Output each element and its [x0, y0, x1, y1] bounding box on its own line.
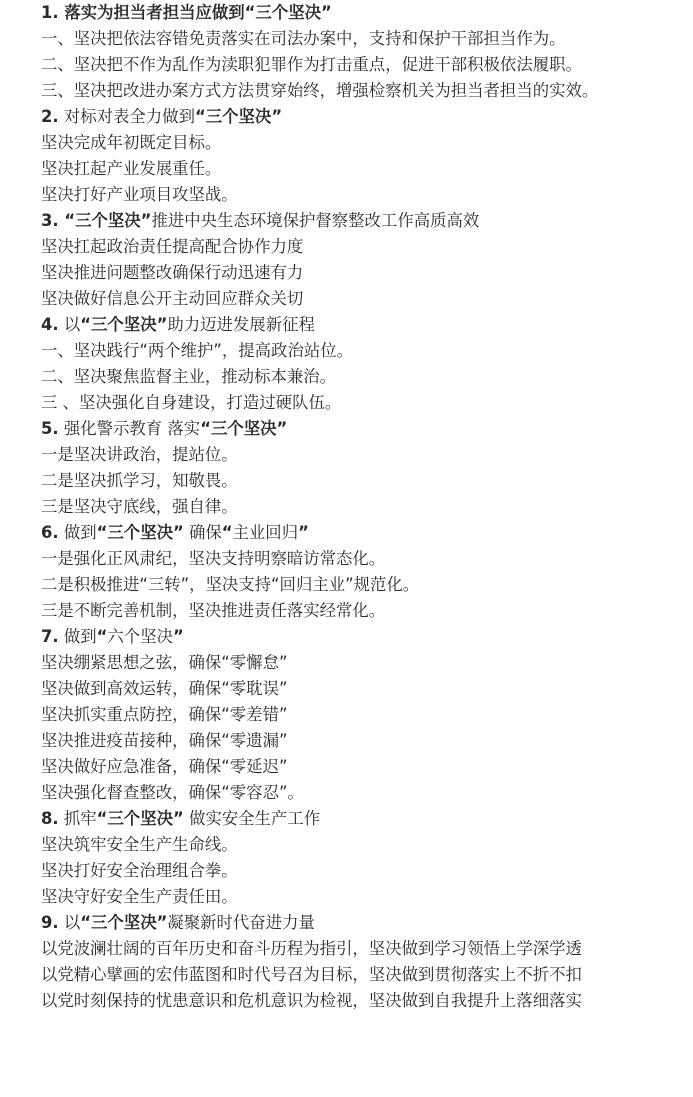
- paragraph-line: 坚决做好应急准备，确保“零延迟”: [41, 757, 288, 776]
- heading-text: 做实安全生产工作: [183, 809, 321, 828]
- section-heading: [0, 520, 693, 546]
- heading-text: “三个坚决”: [244, 3, 332, 22]
- heading-text: 主业回归: [232, 523, 299, 542]
- paragraph-line: 三、坚决把改进办案方式方法贯穿始终，增强检察机关为担当者担当的实效。: [41, 81, 599, 100]
- paragraph-line: 坚决打好安全治理组合拳。: [41, 861, 238, 880]
- section-heading: [0, 910, 693, 936]
- heading-text: 抓牢: [58, 809, 97, 828]
- heading-text: 以: [58, 315, 81, 334]
- paragraph-line: 坚决抓实重点防控，确保“零差错”: [41, 705, 288, 724]
- heading-text: “三个坚决”: [96, 523, 184, 542]
- heading-text: 做到: [58, 523, 97, 542]
- heading-text: 以: [58, 913, 81, 932]
- section-number: 2.: [41, 107, 59, 126]
- section-number: 9.: [41, 913, 59, 932]
- heading-text: “三个坚决”: [80, 315, 168, 334]
- paragraph-line: 坚决绷紧思想之弦，确保“零懈怠”: [41, 653, 288, 672]
- heading-text: 凝聚新时代奋进力量: [167, 913, 315, 932]
- heading-text: 助力迈进发展新征程: [167, 315, 315, 334]
- paragraph-line: 坚决扛起产业发展重任。: [41, 159, 222, 178]
- paragraph-line: 坚决守好安全生产责任田。: [41, 887, 238, 906]
- paragraph-line: 一、坚决把依法容错免责落实在司法办案中，支持和保护干部担当作为。: [41, 29, 566, 48]
- heading-text: “三个坚决”: [58, 211, 152, 230]
- paragraph-line: 坚决做好信息公开主动回应群众关切: [41, 289, 304, 308]
- paragraph-line: 坚决推进问题整改确保行动迅速有力: [41, 263, 304, 282]
- paragraph-line: 坚决扛起政治责任提高配合协作力度: [41, 237, 304, 256]
- section-number: 8.: [41, 809, 59, 828]
- heading-text: “三个坚决”: [80, 913, 168, 932]
- section-heading: [0, 624, 693, 650]
- paragraph-line: 三是不断完善机制，坚决推进责任落实经常化。: [41, 601, 386, 620]
- heading-text: “三个坚决”: [200, 419, 288, 438]
- section-number: 4.: [41, 315, 59, 334]
- heading-text: “: [96, 627, 108, 646]
- paragraph-line: 以党精心擘画的宏伟蓝图和时代号召为目标，坚决做到贯彻落实上不折不扣: [41, 965, 582, 984]
- heading-text: “: [221, 523, 233, 542]
- heading-text: 对标对表全力做到: [58, 107, 195, 126]
- paragraph-line: 坚决强化督查整改，确保“零容忍”。: [41, 783, 304, 802]
- heading-text: 六个坚决: [107, 627, 173, 646]
- paragraph-line: 一、坚决践行“两个维护”，提高政治站位。: [41, 341, 354, 360]
- section-heading: [0, 104, 693, 130]
- section-heading: [0, 416, 693, 442]
- paragraph-line: 三 、坚决强化自身建设，打造过硬队伍。: [41, 393, 342, 412]
- paragraph-line: 以党时刻保持的忧患意识和危机意识为检视，坚决做到自我提升上落细落实: [41, 991, 582, 1010]
- heading-text: 做到: [58, 627, 97, 646]
- paragraph-line: 一是坚决讲政治，提站位。: [41, 445, 238, 464]
- section-heading: [0, 0, 693, 26]
- paragraph-line: 二、坚决把不作为乱作为渎职犯罪作为打击重点，促进干部积极依法履职。: [41, 55, 582, 74]
- section-heading: [0, 806, 693, 832]
- section-number: 3.: [41, 211, 59, 230]
- section-number: 1.: [41, 3, 59, 22]
- paragraph-line: 二、坚决聚焦监督主业，推动标本兼治。: [41, 367, 337, 386]
- section-heading: [0, 312, 693, 338]
- heading-text: 强化警示教育 落实: [58, 419, 201, 438]
- section-number: 5.: [41, 419, 59, 438]
- heading-text: ”: [298, 523, 309, 542]
- paragraph-line: 坚决做到高效运转，确保“零耽误”: [41, 679, 288, 698]
- heading-text: “三个坚决”: [96, 809, 184, 828]
- paragraph-line: 二是积极推进“三转”，坚决支持“回归主业”规范化。: [41, 575, 420, 594]
- paragraph-line: 坚决筑牢安全生产生命线。: [41, 835, 238, 854]
- paragraph-line: 二是坚决抓学习，知敬畏。: [41, 471, 238, 490]
- paragraph-line: 坚决推进疫苗接种，确保“零遗漏”: [41, 731, 288, 750]
- paragraph-line: 坚决完成年初既定目标。: [41, 133, 222, 152]
- paragraph-line: 坚决打好产业项目攻坚战。: [41, 185, 238, 204]
- section-number: 7.: [41, 627, 59, 646]
- heading-text: 落实为担当者担当应做到: [58, 3, 245, 22]
- paragraph-line: 一是强化正风肃纪，坚决支持明察暗访常态化。: [41, 549, 386, 568]
- section-heading: [0, 208, 693, 234]
- heading-text: ”: [172, 627, 184, 646]
- section-number: 6.: [41, 523, 59, 542]
- paragraph-line: 三是坚决守底线，强自律。: [41, 497, 238, 516]
- heading-text: “三个坚决”: [194, 107, 283, 126]
- paragraph-line: 以党波澜壮阔的百年历史和奋斗历程为指引，坚决做到学习领悟上学深学透: [41, 939, 582, 958]
- heading-text: 确保: [183, 523, 222, 542]
- heading-text: 推进中央生态环境保护督察整改工作高质高效: [151, 211, 480, 230]
